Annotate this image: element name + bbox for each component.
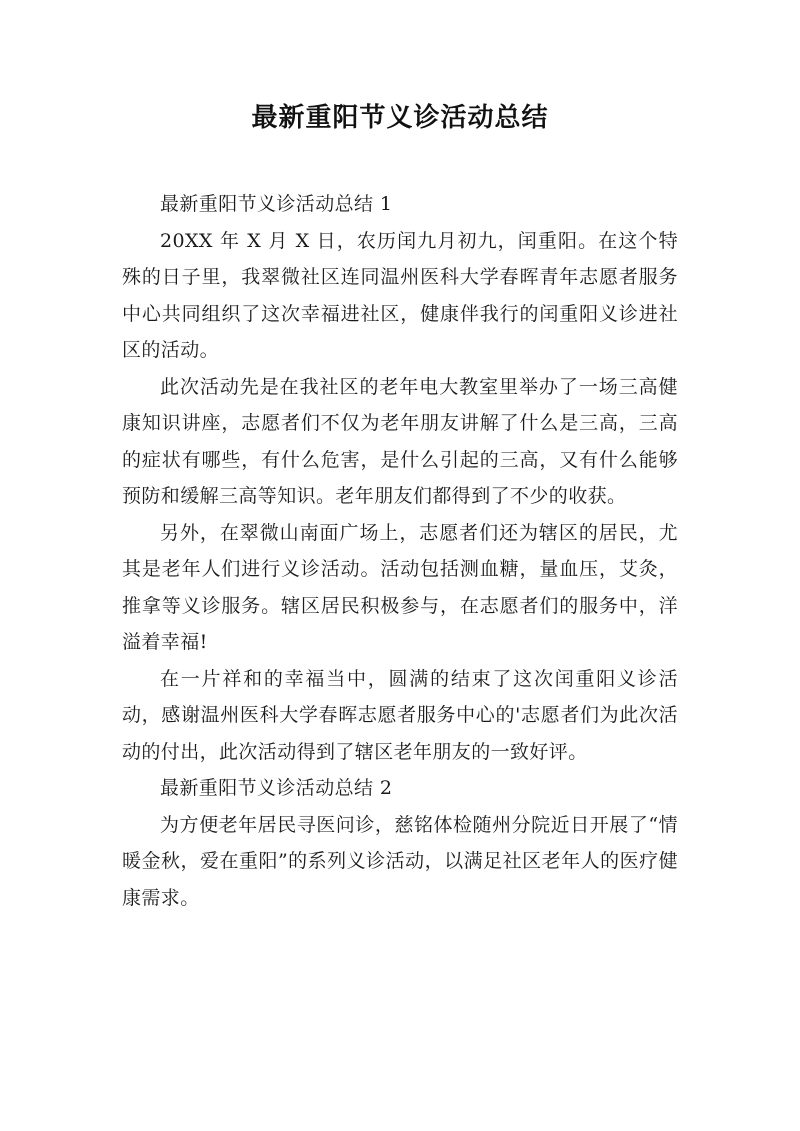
section-heading: 最新重阳节义诊活动总结 2	[160, 777, 393, 799]
document-title: 最新重阳节义诊活动总结	[251, 103, 549, 133]
paragraph: 另外，在翠微山南面广场上，志愿者们还为辖区的居民，尤其是老年人们进行义诊活动。活动包括测血糖，量血压，艾灸，推拿等义诊服务。辖区居民积极参与，在志愿者们的服务中，洋溢着幸福!	[122, 521, 678, 653]
document-body	[122, 186, 678, 916]
paragraph: 此次活动先是在我社区的老年电大教室里举办了一场三高健康知识讲座，志愿者们不仅为老年朋友讲解了什么是三高，三高的症状有哪些，有什么危害，是什么引起的三高，又有什么能够预防和缓解三高等知识。老年朋友们都得到了不少的收获。	[122, 375, 678, 507]
paragraph: 为方便老年居民寻医问诊，慈铭体检随州分院近日开展了“情暖金秋，爱在重阳”的系列义诊活动，以满足社区老年人的医疗健康需求。	[122, 813, 678, 909]
section-heading: 最新重阳节义诊活动总结 1	[160, 193, 393, 215]
paragraph: 20XX 年 X 月 X 日，农历闰九月初九，闰重阳。在这个特殊的日子里，我翠微社区连同温州医科大学春晖青年志愿者服务中心共同组织了这次幸福进社区，健康伴我行的闰重阳义诊进社区的活动。	[122, 229, 678, 361]
paragraph: 在一片祥和的幸福当中，圆满的结束了这次闰重阳义诊活动，感谢温州医科大学春晖志愿者服务中心的'志愿者们为此次活动的付出，此次活动得到了辖区老年朋友的一致好评。	[122, 667, 678, 763]
